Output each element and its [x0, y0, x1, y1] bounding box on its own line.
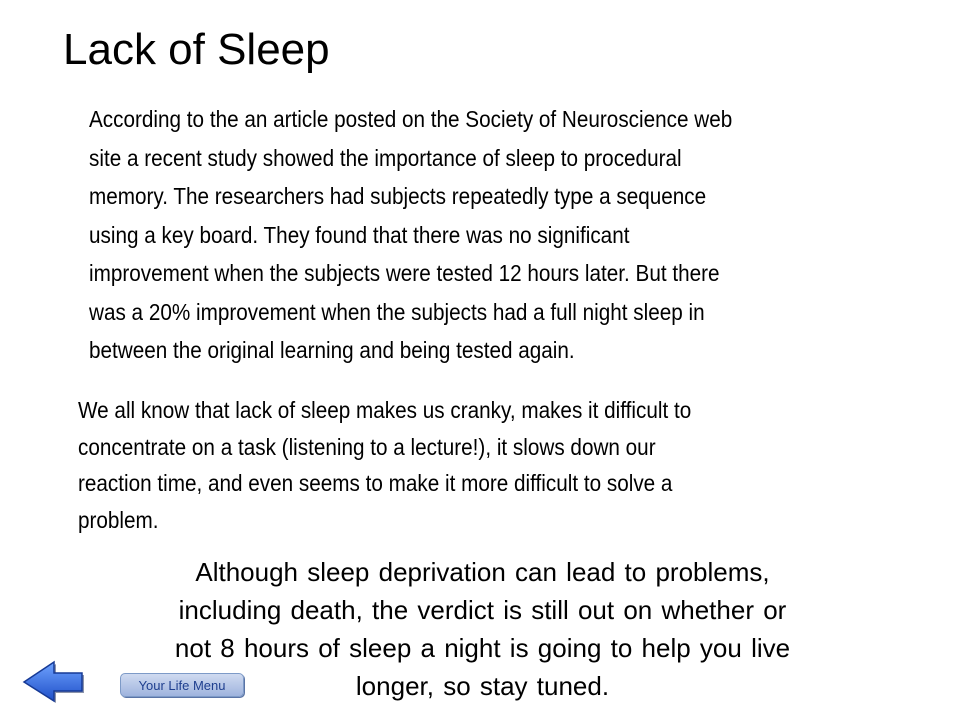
paragraph-line: According to the an article posted on the Society of Neuroscience web — [89, 106, 733, 132]
paragraph-line: reaction time, and even seems to make it more difficult to solve a — [78, 470, 673, 496]
paragraph-line: using a key board. They found that there was no significant — [89, 221, 630, 248]
slide-title: Lack of Sleep — [63, 25, 330, 74]
paragraph-line: longer, so stay tuned. — [355, 671, 610, 701]
paragraph-line: concentrate on a task (listening to a lecture!), it slows down our — [78, 433, 656, 460]
paragraph-line: Although sleep deprivation can lead to problems, — [195, 557, 770, 587]
neuroscience-paragraph — [89, 100, 836, 370]
paragraph-line: not 8 hours of sleep a night is going to help you live — [174, 633, 791, 663]
back-button[interactable] — [22, 660, 88, 704]
left-arrow-icon — [22, 660, 88, 704]
paragraph-line: memory. The researchers had subjects repeatedly type a sequence — [89, 183, 707, 209]
paragraph-line: between the original learning and being tested again. — [89, 337, 575, 363]
paragraph-line: including death, the verdict is still out on whether or — [178, 595, 787, 625]
paragraph-line: We all know that lack of sleep makes us cranky, makes it difficult to — [78, 397, 692, 423]
paragraph-line: problem. — [78, 506, 159, 533]
paragraph-line: improvement when the subjects were tested 12 hours later. But there — [89, 260, 720, 286]
paragraph-line: was a 20% improvement when the subjects had a full night sleep in — [89, 298, 705, 325]
effects-paragraph — [78, 392, 825, 538]
your-life-menu-button[interactable]: Your Life Menu — [120, 673, 244, 697]
paragraph-line: site a recent study showed the importance of sleep to procedural — [89, 144, 682, 171]
